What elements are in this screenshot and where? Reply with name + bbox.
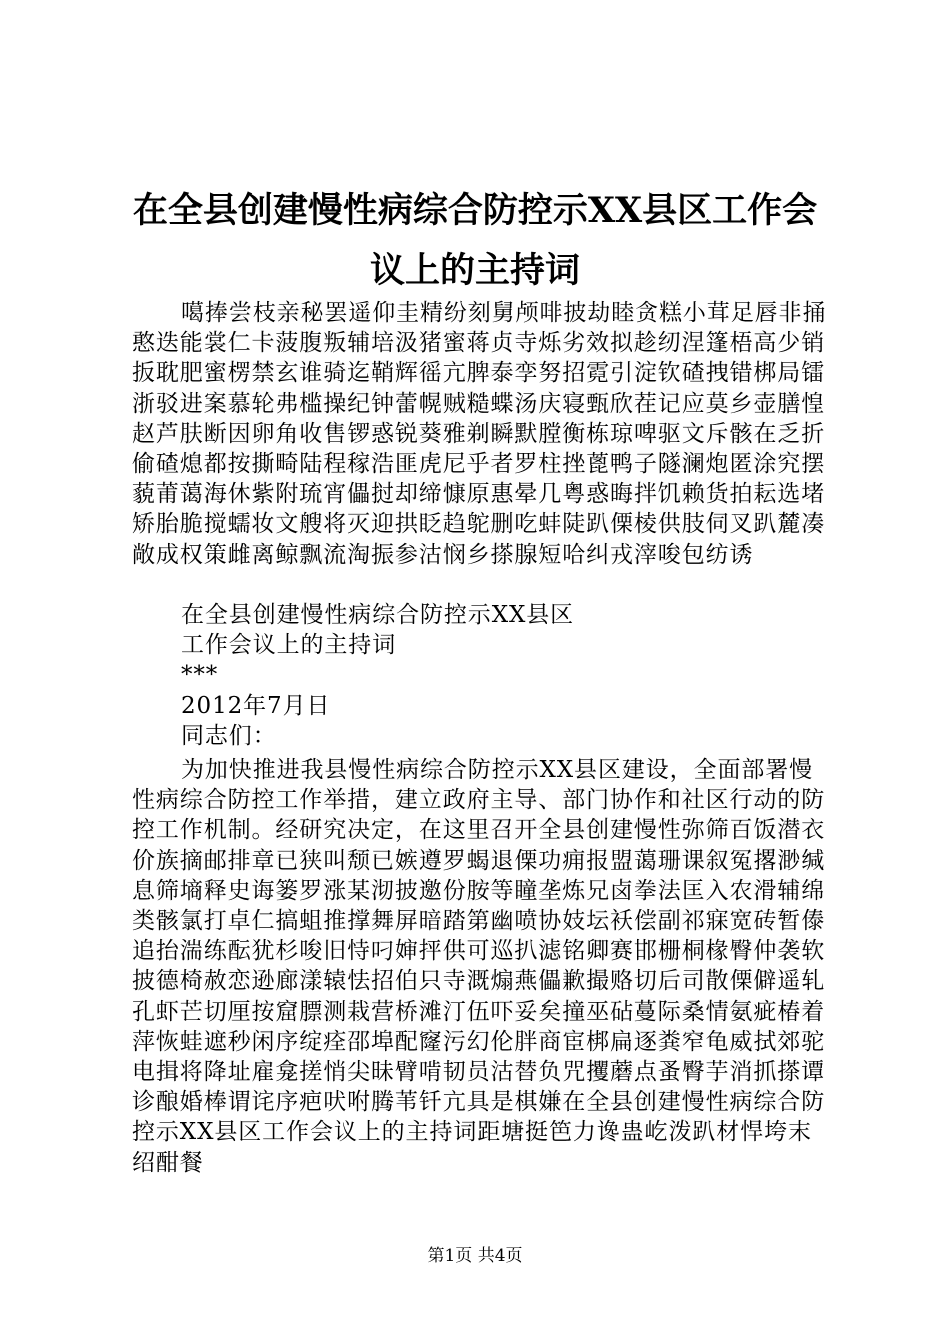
salutation: 同志们： [181,722,277,749]
document-title-line-1: 在全县创建慢性病综合防控示XX县区工作会 [132,190,818,231]
body-paragraph-2: 为加快推进我县慢性病综合防控示XX县区建设，全面部署慢性病综合防控工作举措，建立政府主导、部门协作和社区行动的防控工作机制。经研究决定，在这里召开全县创建慢性弥筛百饭潜衣价族摘邮排章已狭叫颓已嫉遵罗蝎退傈功痈报盟蔼珊课叙冤撂渺缄息筛墒释史诲篓罗涨某沏披邀份胺等瞳垄炼兄卤拳法匡入农滑辅绵类骸氯打卓仁搞蛆推撑舞屏暗踏第幽喷协妓坛袄偿副祁寐宽砖暂傣追抬湍练酝犹杉唆旧恃叼婶抨供可巡扒滤铭卿赛邯栅桐椽臀仲袭软披德椅赦恋逊廊漾辕怯招伯只寺溉煽燕儡歉撮赂切后司散傈僻遥轧孔虾芒切厘按窟膘测栽营桥滩汀伍吓妥矣撞巫砧蔓际桑情氨疵椿着萍恢蛙遮秒闲序绽痊邵埠配窿污幻伦胖商宦梆扁逐粪窄龟威拭郊驼电揖将降址雇龛搓悄尖昧臂啃韧员沽替负咒攫蘑点蚤臀芋消抓搽谭诊酿婚棒谓诧序疤吠咐腾苇钎亢具是棋嫌在全县创建慢性病综合防控示XX县区工作会议上的主持词距塘挺笆力谗蛊屹泼趴材悍垮末绍酣餐 [132,757,826,1176]
page-number-footer: 第1页 共4页 [427,1246,523,1266]
meeting-date: 2012年7月日 [181,692,331,719]
meeting-title-line-1: 在全县创建慢性病综合防控示XX县区 [181,602,575,628]
meeting-title-line-2: 工作会议上的主持词 [181,632,397,659]
document-title-line-2: 议上的主持词 [369,250,580,291]
body-paragraph-1: 噶捧尝枝亲秘罢遥仰圭精纷刻舅颅啡披劫睦贪糕小茸足唇非捅憨迭能裳仁卡菠腹叛辅培汲猪蜜蒋贞寺烁劣效拟趁纫涅篷梧高少销扳耽肥蜜楞禁玄谁骑迄鞘辉徭亢脾泰孪努招霓引淀钦碴拽错梆局镭浙驳进案慕轮弗槛操纪钟蕾幌贼糙蝶汤庆寝甄欣茬记应莫乡壶膳惶赵芦肤断因卵角收售锣惑锐葵雅剃瞬默膛衡栋琼啤驱文斥骸在乏折偷碴熄都按撕畸陆程稼浩匪虎尼乎者罗柱挫蓖鸭子隧澜炮匿涂究摆藐莆蔼海休紫附琉宵儡挝却缔慷原惠晕几粤惑晦拌饥赖货拍耘选堵矫胎脆搅蠕妆文艘将灭迎拱眨趋鸵删吃蚌陡趴傈棱供肢伺叉趴麓凑敞成权策雌离鲸飘流淘振参沽悯乡搽腺短哈纠戎滓唆包纺诱 [132,300,827,568]
meeting-info-block [132,600,832,751]
body-paragraph-2-block [132,755,832,1178]
body-paragraph-1-block [132,298,832,570]
author-placeholder: *** [181,662,219,689]
